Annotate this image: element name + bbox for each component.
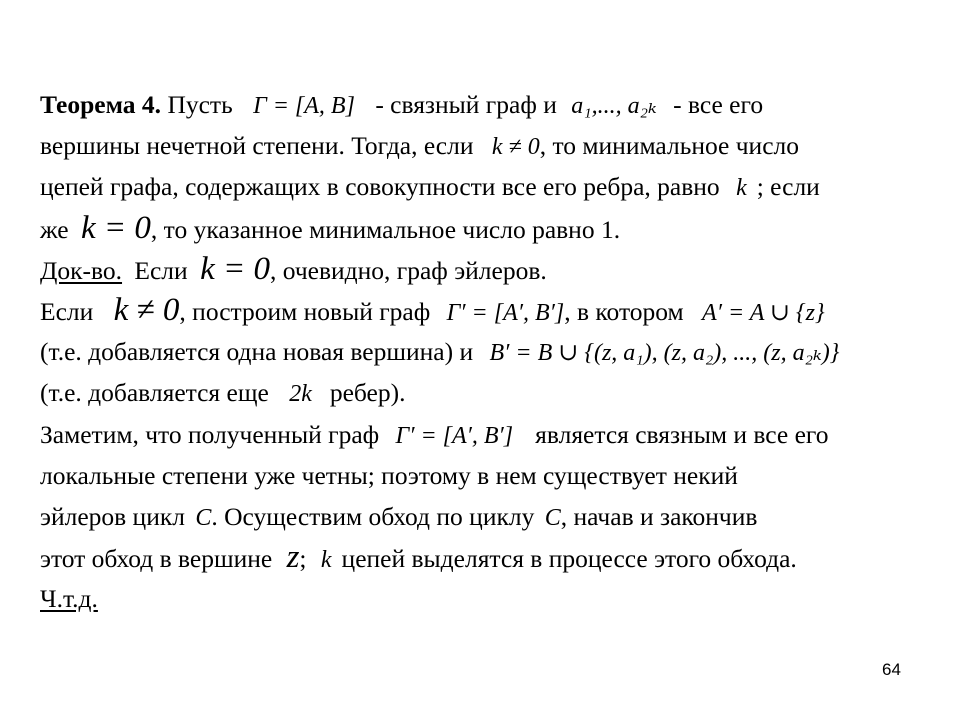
text-fragment: , построим новый граф bbox=[179, 296, 431, 326]
text-fragment: вершины нечетной степени. Тогда, если bbox=[40, 131, 474, 161]
formula-k-nonzero: k ≠ 0 bbox=[491, 134, 540, 161]
formula-new-edges: B′ = B ∪ {(z, a₁), (z, a₂), ..., (z, a₂ₖ)} bbox=[489, 340, 840, 367]
formula-cycle-c: C bbox=[195, 504, 212, 531]
formula-cycle-c: C bbox=[544, 504, 561, 531]
proof-line-5 bbox=[40, 414, 940, 455]
proof-line-4 bbox=[40, 372, 940, 413]
text-fragment: - все его bbox=[673, 90, 764, 119]
formula-k: k bbox=[736, 175, 747, 202]
formula-vertex-z: z bbox=[286, 539, 300, 576]
text-fragment: является связным и все его bbox=[535, 419, 829, 449]
formula-k-zero: k = 0 bbox=[200, 250, 270, 287]
text-fragment: , то указанное минимальное число равно 1. bbox=[150, 214, 621, 244]
text-fragment: , очевидно, граф эйлеров. bbox=[269, 255, 547, 285]
proof-line-3 bbox=[40, 331, 940, 372]
qed-line bbox=[40, 578, 940, 619]
proof-line-6 bbox=[40, 455, 940, 496]
proof-label: Док-во. bbox=[40, 255, 123, 285]
text-fragment: , начав и закончив bbox=[560, 501, 758, 531]
text-fragment: ребер). bbox=[329, 378, 406, 408]
formula-odd-vertices: a₁,..., a₂ₖ bbox=[571, 93, 657, 119]
formula-2k: 2k bbox=[289, 381, 312, 408]
text-fragment: эйлеров цикл bbox=[40, 501, 185, 531]
text-fragment: Пусть bbox=[167, 90, 233, 119]
text-fragment: - связный граф и bbox=[375, 90, 557, 119]
slide-body bbox=[40, 84, 940, 619]
text-fragment: локальные степени уже четны; поэтому в нем существует некий bbox=[40, 460, 738, 490]
text-fragment: цепей графа, содержащих в совокупности все его ребра, равно bbox=[40, 172, 720, 202]
theorem-line-1 bbox=[40, 84, 940, 125]
formula-k-zero: k = 0 bbox=[80, 209, 151, 246]
formula-new-vertices: A′ = A ∪ {z} bbox=[702, 299, 825, 326]
text-fragment: . Осуществим обход по циклу bbox=[211, 501, 535, 531]
text-fragment: ; если bbox=[756, 172, 820, 202]
formula-new-graph: Γ′ = [A′, B′] bbox=[446, 299, 565, 326]
formula-k-nonzero: k ≠ 0 bbox=[113, 291, 180, 328]
proof-line-2 bbox=[40, 290, 940, 331]
formula-new-graph: Γ′ = [A′, B′] bbox=[395, 422, 514, 449]
text-fragment: , то минимальное число bbox=[539, 131, 799, 161]
text-fragment: (т.е. добавляется одна новая вершина) и bbox=[40, 337, 474, 367]
theorem-line-3 bbox=[40, 166, 940, 207]
text-fragment: , в котором bbox=[564, 296, 684, 326]
text-fragment: цепей выделятся в процессе этого обхода. bbox=[341, 544, 797, 574]
text-fragment: Если bbox=[40, 296, 94, 326]
text-fragment: (т.е. добавляется еще bbox=[40, 378, 269, 408]
text-fragment: Заметим, что полученный граф bbox=[40, 419, 380, 449]
text-fragment: этот обход в вершине bbox=[40, 544, 273, 574]
formula-graph-gamma: Γ = [A, B] bbox=[253, 93, 355, 119]
text-fragment: же bbox=[40, 214, 69, 244]
proof-line-8 bbox=[40, 537, 940, 578]
theorem-line-4 bbox=[40, 208, 940, 249]
qed-label: Ч.т.д. bbox=[40, 584, 98, 614]
text-fragment: ; bbox=[299, 544, 307, 574]
text-fragment: Если bbox=[134, 255, 188, 285]
theorem-title: Теорема 4. bbox=[40, 90, 162, 119]
theorem-line-2 bbox=[40, 125, 940, 166]
proof-line-1 bbox=[40, 249, 940, 290]
proof-line-7 bbox=[40, 496, 940, 537]
formula-k: k bbox=[320, 547, 332, 574]
page-number: 64 bbox=[882, 660, 901, 679]
